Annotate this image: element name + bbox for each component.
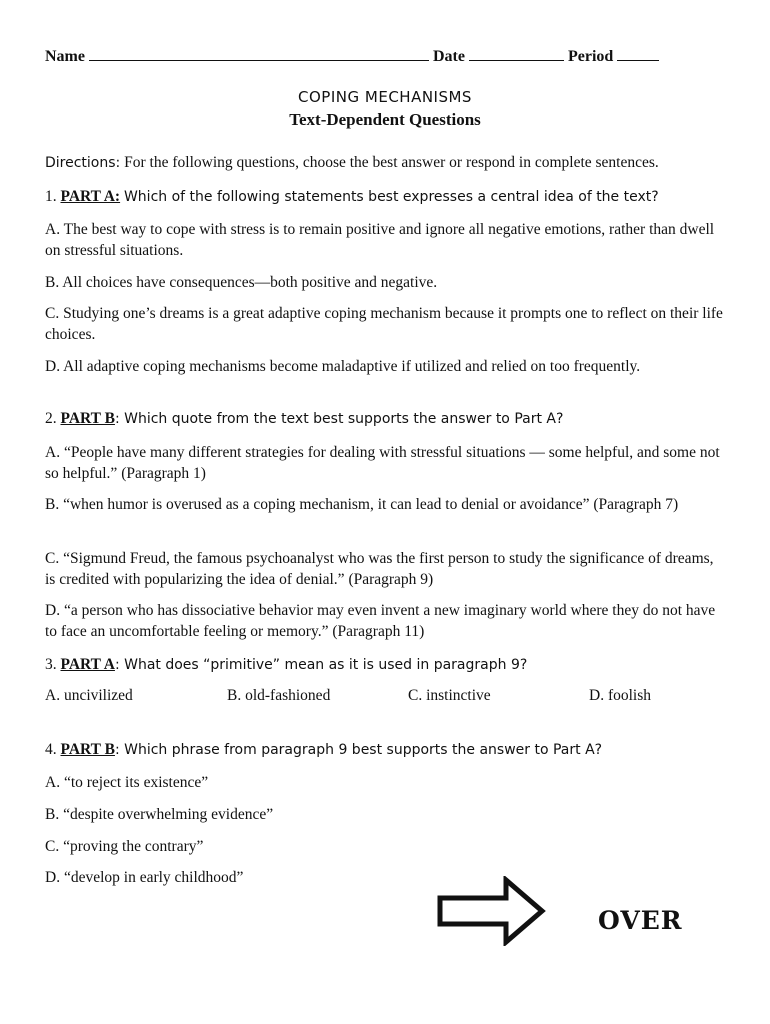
q2-option-c[interactable]: C. “Sigmund Freud, the famous psychoanalyst who was the first person to study the significance of dreams, is credited with popularizing the idea of denial.” (Paragraph 9) — [45, 550, 714, 588]
name-blank[interactable] — [89, 46, 429, 61]
q1-option-a[interactable]: A. The best way to cope with stress is to remain positive and ignore all negative emotions, rather than dwell on stressful situations. — [45, 221, 715, 259]
q4-option-b[interactable]: B. “despite overwhelming evidence” — [45, 806, 274, 823]
q2-prompt-text: : Which quote from the text best supports the answer to Part A? — [114, 411, 564, 427]
q3-option-d[interactable]: D. foolish — [589, 687, 651, 704]
directions-label: Directions: — [45, 155, 121, 171]
q2-option-a[interactable]: A. “People have many different strategies for dealing with stressful situations — some helpful, and some not so helpful.” (Paragraph 1) — [45, 444, 720, 482]
q4-option-a[interactable]: A. “to reject its existence” — [45, 774, 209, 791]
question-4-prompt — [45, 739, 725, 761]
directions-text: For the following questions, choose the best answer or respond in complete sentences. — [124, 154, 659, 171]
directions — [45, 152, 725, 174]
q2-number: 2. — [45, 410, 57, 427]
period-blank[interactable] — [617, 46, 659, 61]
page-subtitle: Text-Dependent Questions — [289, 110, 481, 129]
over-label: OVER — [598, 906, 683, 935]
name-label: Name — [45, 48, 85, 65]
q2-option-b[interactable]: B. “when humor is overused as a coping mechanism, it can lead to denial or avoidance” (Paragraph 7) — [45, 496, 679, 513]
q2-option-d[interactable]: D. “a person who has dissociative behavior may even invent a new imaginary world where they do not have to face an uncomfortable feeling or memory.” (Paragraph 11) — [45, 602, 716, 640]
question-1-prompt — [45, 186, 725, 208]
q3-prompt-text: : What does “primitive” mean as it is used in paragraph 9? — [114, 657, 528, 673]
q3-part: PART A — [60, 656, 115, 673]
page-title: COPING MECHANISMS — [298, 88, 472, 106]
q1-option-d[interactable]: D. All adaptive coping mechanisms become maladaptive if utilized and relied on too frequently. — [45, 358, 641, 375]
header-fields — [45, 46, 745, 66]
date-blank[interactable] — [469, 46, 564, 61]
q3-option-a[interactable]: A. uncivilized — [45, 687, 133, 704]
question-3-prompt — [45, 654, 725, 676]
q3-number: 3. — [45, 656, 57, 673]
period-label: Period — [567, 48, 614, 65]
question-2-prompt — [45, 408, 725, 430]
q1-option-b[interactable]: B. All choices have consequences—both positive and negative. — [45, 274, 438, 291]
q4-option-d[interactable]: D. “develop in early childhood” — [45, 869, 244, 886]
date-label: Date — [432, 48, 465, 65]
q1-part: PART A: — [60, 188, 121, 205]
q4-prompt-text: : Which phrase from paragraph 9 best supports the answer to Part A? — [114, 742, 603, 758]
q1-option-c[interactable]: C. Studying one’s dreams is a great adaptive coping mechanism because it prompts one to reflect on their life choices. — [45, 305, 723, 343]
q1-number: 1. — [45, 188, 57, 205]
q4-option-c[interactable]: C. “proving the contrary” — [45, 838, 204, 855]
right-arrow-icon — [436, 876, 546, 946]
q4-number: 4. — [45, 741, 57, 758]
q3-option-b[interactable]: B. old-fashioned — [227, 687, 331, 704]
q2-part: PART B — [60, 410, 115, 427]
q3-option-c[interactable]: C. instinctive — [408, 687, 491, 704]
q1-prompt-text: Which of the following statements best expresses a central idea of the text? — [123, 189, 659, 205]
q4-part: PART B — [60, 741, 115, 758]
